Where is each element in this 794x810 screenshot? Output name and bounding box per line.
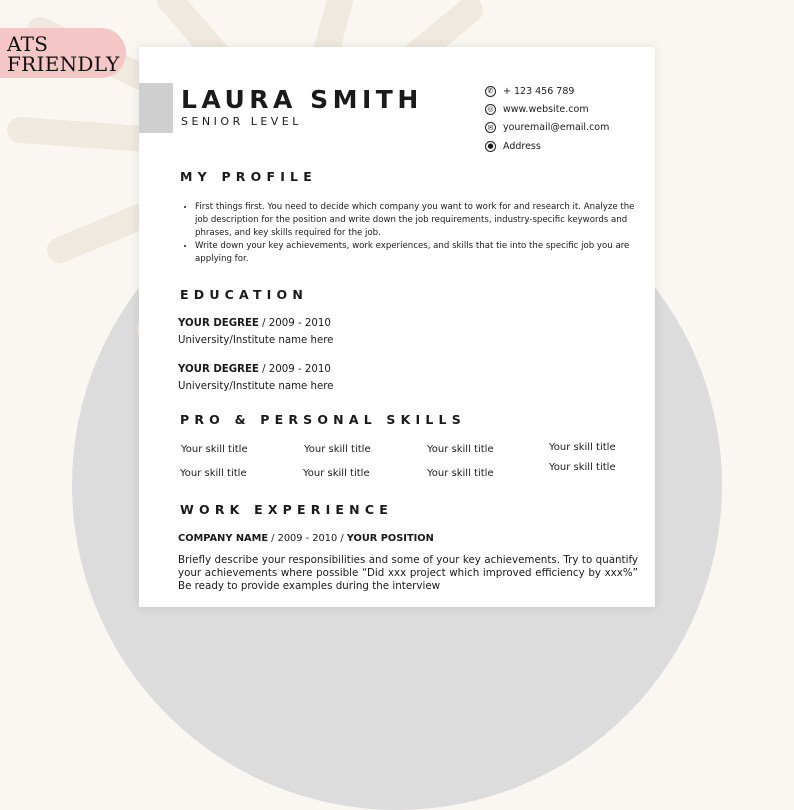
work-entry-header: [178, 533, 434, 544]
name-accent-block: [139, 83, 173, 133]
contact-website: [485, 100, 609, 118]
contact-email: [485, 119, 609, 137]
profile-bullet: • First things first. You need to decide which company you want to work for and research it. Analyze the job description for the position and write down the job requirements, industry-specific keywords and phrases, and key skills required for the job.: [195, 201, 643, 240]
location-icon: ●: [485, 141, 496, 152]
profile-list: [185, 201, 643, 266]
work-years: / 2009 - 2010 /: [268, 533, 347, 544]
badge-line-1: ATS: [7, 32, 49, 56]
contact-phone: [485, 82, 609, 100]
profile-bullet: • Write down your key achievements, work experiences, and skills that tie into the specific job you are applying for.: [195, 240, 643, 266]
badge-line-2: FRIENDLY: [7, 52, 120, 76]
globe-icon: ◎: [485, 104, 496, 115]
skill-item: Your skill title: [180, 468, 247, 479]
education-degree: YOUR DEGREE: [178, 364, 259, 375]
work-heading: WORK EXPERIENCE: [180, 502, 393, 517]
education-heading: EDUCATION: [180, 287, 309, 302]
contact-email-text: youremail@email.com: [503, 122, 610, 134]
contact-website-text: www.website.com: [503, 103, 589, 115]
phone-icon: ✆: [485, 86, 496, 97]
skill-item: Your skill title: [549, 442, 616, 453]
education-entry: [178, 315, 333, 349]
work-description: Briefly describe your responsibilities and some of your key achievements. Try to quantify your achievements where possible “Did xxx project which improved efficiency by xxx%” Be ready to provide examples during the interview: [178, 554, 638, 592]
skills-heading: PRO & PERSONAL SKILLS: [180, 412, 466, 427]
skill-item: Your skill title: [181, 444, 248, 455]
profile-heading: MY PROFILE: [180, 169, 317, 184]
skill-item: Your skill title: [303, 468, 370, 479]
contact-address: [485, 137, 609, 155]
education-degree: YOUR DEGREE: [178, 318, 259, 329]
education-degree-line: [178, 315, 333, 332]
email-icon: ✉: [485, 122, 496, 133]
skill-item: Your skill title: [427, 444, 494, 455]
contact-phone-text: + 123 456 789: [503, 85, 575, 97]
contact-address-text: Address: [503, 140, 541, 152]
education-school: University/Institute name here: [178, 335, 334, 346]
ats-friendly-badge: [0, 28, 126, 78]
education-school: University/Institute name here: [178, 381, 334, 392]
work-company: COMPANY NAME: [178, 533, 269, 544]
skill-item: Your skill title: [427, 468, 494, 479]
resume-page: [139, 47, 655, 607]
resume-name: LAURA SMITH: [181, 85, 423, 114]
contact-list: [485, 82, 609, 155]
resume-subtitle: SENIOR LEVEL: [181, 115, 302, 128]
education-years: / 2009 - 2010: [258, 364, 331, 375]
education-degree-line: [178, 361, 333, 378]
education-years: / 2009 - 2010: [258, 318, 331, 329]
education-entry: [178, 361, 333, 395]
work-position: YOUR POSITION: [346, 533, 434, 544]
skill-item: Your skill title: [304, 444, 371, 455]
skill-item: Your skill title: [549, 462, 616, 473]
